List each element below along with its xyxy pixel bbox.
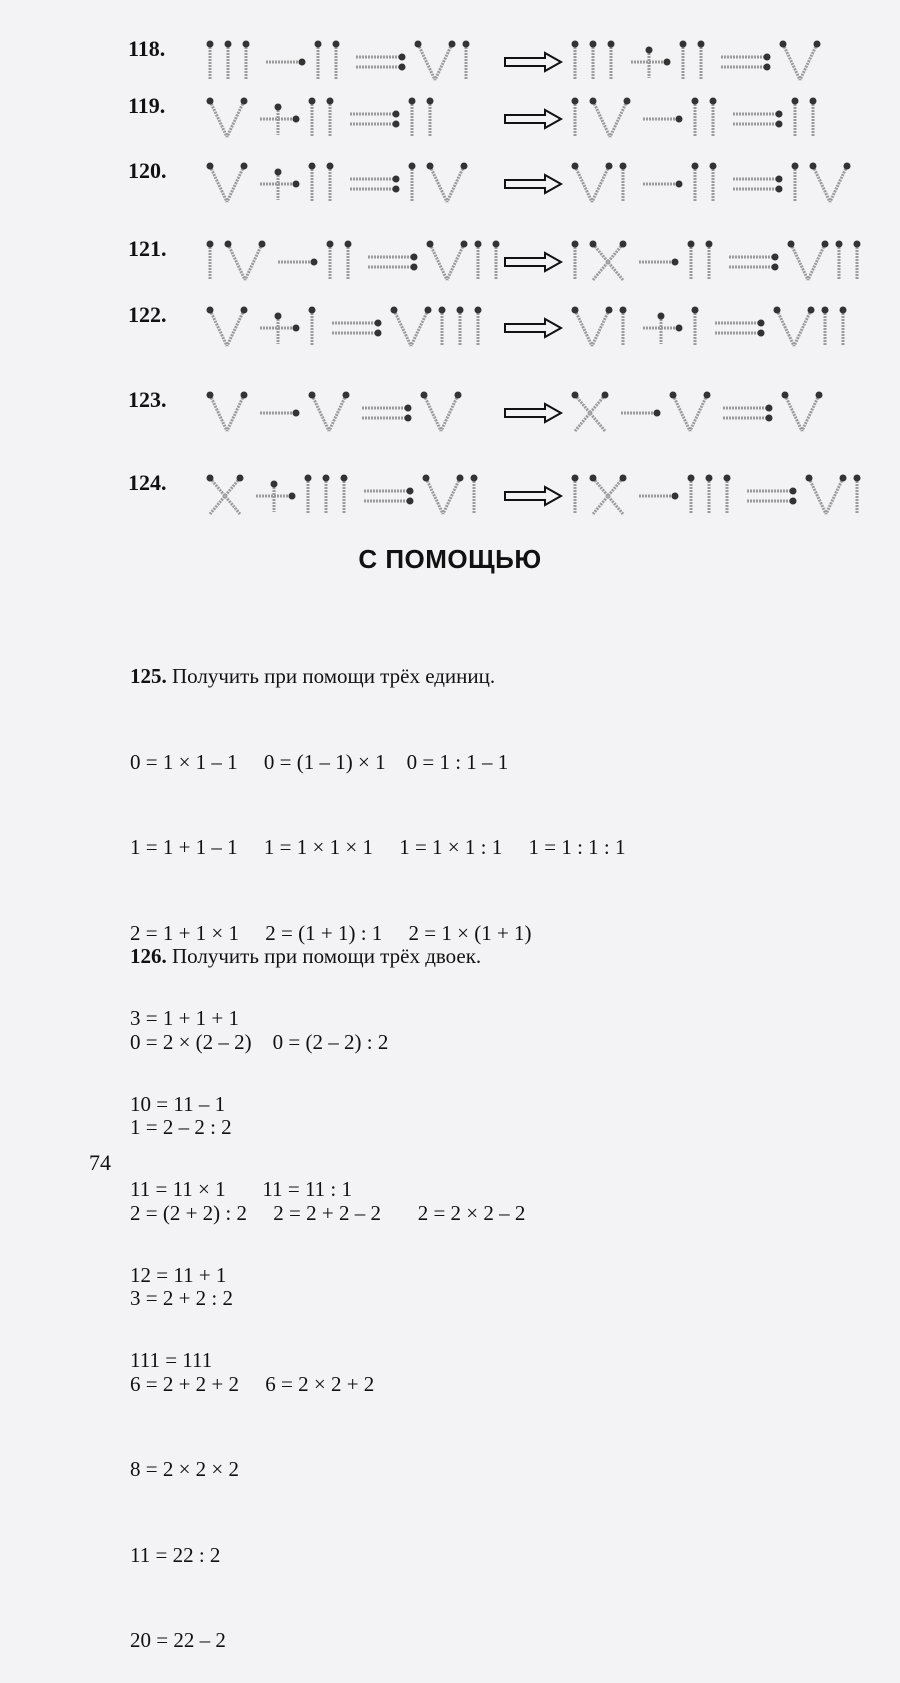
match-head [259, 241, 266, 248]
match-head [822, 307, 829, 314]
equation-line: 2 = 1 + 1 × 1 2 = (1 + 1) : 1 2 = 1 × (1 + 1) [130, 920, 532, 945]
match-head [776, 176, 783, 183]
matchstick [426, 478, 443, 514]
matchstick [575, 310, 592, 346]
match-head [572, 98, 579, 105]
puzzle-number: 123. [128, 387, 167, 412]
match-head [704, 392, 711, 399]
match-head [658, 313, 665, 320]
match-head [646, 47, 653, 54]
match-head [772, 264, 779, 271]
matchstick [593, 101, 610, 137]
matchstick [785, 395, 802, 431]
matchstick [447, 244, 464, 280]
matchstick [575, 166, 592, 202]
equation-line: 6 = 2 + 2 + 2 6 = 2 × 2 + 2 [130, 1371, 375, 1396]
match-head [425, 307, 432, 314]
match-head [844, 163, 851, 170]
matchstick-equation [0, 236, 900, 296]
match-head [393, 186, 400, 193]
matchstick [228, 244, 245, 280]
matchstick [210, 310, 227, 346]
match-head [572, 307, 579, 314]
match-head [407, 498, 414, 505]
match-head [608, 41, 615, 48]
match-head [309, 307, 316, 314]
match-head [836, 241, 843, 248]
equation-line: 12 = 11 + 1 [130, 1262, 227, 1287]
matchstick [312, 395, 329, 431]
match-head [493, 241, 500, 248]
matchstick [830, 166, 847, 202]
match-head [243, 41, 250, 48]
match-head [241, 392, 248, 399]
matchstick [791, 244, 808, 280]
match-head [788, 241, 795, 248]
match-head [393, 176, 400, 183]
match-head [225, 241, 232, 248]
equation-line: 8 = 2 × 2 × 2 [130, 1457, 240, 1481]
match-head [780, 41, 787, 48]
match-head [814, 41, 821, 48]
match-head [572, 392, 579, 399]
match-head [333, 41, 340, 48]
match-head [439, 307, 446, 314]
arrow-right-icon [505, 319, 561, 337]
match-head [415, 41, 422, 48]
matchstick-equation [0, 387, 900, 447]
equation-line: 111 = 111 [130, 1348, 213, 1372]
match-head [399, 54, 406, 61]
match-head [692, 307, 699, 314]
match-head [309, 392, 316, 399]
matchstick [411, 310, 428, 346]
match-head [572, 475, 579, 482]
match-head [299, 59, 306, 66]
matchstick [227, 310, 244, 346]
task-title [130, 662, 626, 691]
equation-line: 2 = (2 + 2) : 2 2 = 2 + 2 – 2 2 = 2 × 2 – 2 [130, 1200, 526, 1225]
match-head [375, 320, 382, 327]
match-head [688, 241, 695, 248]
puzzle-121 [0, 236, 900, 306]
matchstick-equation [0, 36, 900, 96]
match-head [305, 475, 312, 482]
matchstick [592, 166, 609, 202]
matchstick [210, 166, 227, 202]
match-head [816, 392, 823, 399]
match-head [808, 307, 815, 314]
match-head [790, 498, 797, 505]
matchstick [227, 101, 244, 137]
match-head [590, 241, 597, 248]
matchstick [210, 101, 227, 137]
match-head [602, 392, 609, 399]
match-head [293, 410, 300, 417]
match-head [620, 163, 627, 170]
matchstick [430, 166, 447, 202]
match-head [758, 330, 765, 337]
match-head [409, 163, 416, 170]
matchstick [394, 310, 411, 346]
match-head [275, 104, 282, 111]
matchstick [783, 44, 800, 80]
matchstick [592, 310, 609, 346]
matchstick [424, 395, 441, 431]
match-head [706, 241, 713, 248]
match-head [670, 392, 677, 399]
matchstick [227, 395, 244, 431]
match-head [409, 98, 416, 105]
match-head [427, 163, 434, 170]
task-number: 125. [130, 664, 167, 688]
match-head [275, 169, 282, 176]
matchstick [227, 166, 244, 202]
match-head [692, 163, 699, 170]
match-head [405, 405, 412, 412]
match-head [776, 111, 783, 118]
matchstick [245, 244, 262, 280]
match-head [840, 307, 847, 314]
matchstick [794, 310, 811, 346]
task-126 [130, 885, 525, 1683]
matchstick [690, 395, 707, 431]
match-head [766, 415, 773, 422]
match-head [225, 41, 232, 48]
arrow-right-icon [505, 110, 561, 128]
puzzle-number: 119. [128, 93, 166, 118]
equation-line: 0 = 1 × 1 – 1 0 = (1 – 1) × 1 0 = 1 : 1 – 1 [130, 749, 509, 774]
match-head [391, 307, 398, 314]
match-head [672, 493, 679, 500]
match-head [427, 98, 434, 105]
match-head [766, 405, 773, 412]
match-head [345, 241, 352, 248]
equation-line: 1 = 1 + 1 – 1 1 = 1 × 1 × 1 1 = 1 × 1 : 1 1 = 1 : 1 : 1 [130, 835, 626, 859]
match-head [275, 313, 282, 320]
match-head [311, 259, 318, 266]
match-head [590, 475, 597, 482]
page-number: 74 [89, 1150, 111, 1175]
match-head [624, 98, 631, 105]
match-head [293, 325, 300, 332]
match-head [399, 64, 406, 71]
match-head [590, 98, 597, 105]
equation-line: 1 = 2 – 2 : 2 [130, 1115, 232, 1139]
match-head [207, 307, 214, 314]
match-head [774, 307, 781, 314]
match-head [758, 320, 765, 327]
matchstick [210, 395, 227, 431]
matchstick [435, 44, 452, 80]
task-title-text: Получить при помощи трёх двоек. [172, 944, 482, 968]
match-head [672, 259, 679, 266]
matchstick [430, 244, 447, 280]
matchstick-equation [0, 158, 900, 218]
match-head [207, 241, 214, 248]
puzzle-119 [0, 93, 900, 163]
match-head [461, 163, 468, 170]
match-head [457, 307, 464, 314]
arrow-right-icon [505, 404, 561, 422]
match-head [840, 475, 847, 482]
equation-line: 3 = 2 + 2 : 2 [130, 1286, 234, 1310]
match-head [405, 415, 412, 422]
match-head [764, 54, 771, 61]
equation-line: 0 = 2 × (2 – 2) 0 = (2 – 2) : 2 [130, 1029, 389, 1054]
match-head [241, 98, 248, 105]
matchstick [610, 101, 627, 137]
equation-line: 20 = 22 – 2 [130, 1628, 226, 1652]
match-head [664, 59, 671, 66]
matchstick [808, 244, 825, 280]
puzzle-number: 118. [128, 36, 166, 61]
match-head [427, 241, 434, 248]
matchstick [441, 395, 458, 431]
match-head [309, 98, 316, 105]
match-head [854, 241, 861, 248]
match-head [455, 392, 462, 399]
match-head [772, 254, 779, 261]
matchstick [802, 395, 819, 431]
match-head [475, 241, 482, 248]
match-head [327, 241, 334, 248]
match-head [323, 475, 330, 482]
match-head [375, 330, 382, 337]
match-head [764, 64, 771, 71]
match-head [790, 488, 797, 495]
match-head [590, 41, 597, 48]
match-head [688, 475, 695, 482]
match-head [207, 41, 214, 48]
match-head [620, 475, 627, 482]
matchstick [673, 395, 690, 431]
match-head [393, 121, 400, 128]
matchstick [447, 166, 464, 202]
task-title-text: Получить при помощи трёх единиц. [172, 664, 496, 688]
puzzle-number: 120. [128, 158, 167, 183]
equation-line: 11 = 22 : 2 [130, 1542, 221, 1567]
match-head [676, 116, 683, 123]
match-head [654, 410, 661, 417]
matchstick [329, 395, 346, 431]
match-head [293, 181, 300, 188]
match-head [315, 41, 322, 48]
equation-line: 10 = 11 – 1 [130, 1091, 226, 1116]
match-head [572, 163, 579, 170]
matchstick [813, 166, 830, 202]
match-head [776, 121, 783, 128]
arrow-right-icon [505, 253, 561, 271]
match-head [698, 41, 705, 48]
match-head [207, 392, 214, 399]
puzzle-122 [0, 302, 900, 372]
match-head [471, 475, 478, 482]
arrow-right-icon [505, 53, 561, 71]
puzzle-number: 121. [128, 236, 167, 261]
arrow-right-icon [505, 175, 561, 193]
match-head [457, 475, 464, 482]
match-head [461, 241, 468, 248]
match-head [293, 116, 300, 123]
match-head [572, 241, 579, 248]
match-head [854, 475, 861, 482]
matchstick [443, 478, 460, 514]
equation-line: 11 = 11 × 1 11 = 11 : 1 [130, 1177, 352, 1201]
match-head [207, 475, 214, 482]
puzzle-number: 122. [128, 302, 167, 327]
match-head [606, 307, 613, 314]
match-head [572, 41, 579, 48]
puzzle-number: 124. [128, 470, 167, 495]
match-head [620, 241, 627, 248]
match-head [606, 163, 613, 170]
match-head [343, 392, 350, 399]
match-head [411, 264, 418, 271]
section-heading: С ПОМОЩЬЮ [358, 544, 542, 574]
match-head [271, 481, 278, 488]
match-head [411, 254, 418, 261]
puzzle-124 [0, 470, 900, 540]
match-head [241, 163, 248, 170]
puzzle-123 [0, 387, 900, 457]
task-number: 126. [130, 944, 167, 968]
match-head [724, 475, 731, 482]
match-head [620, 307, 627, 314]
equation-line: 3 = 1 + 1 + 1 [130, 1006, 240, 1030]
match-head [792, 98, 799, 105]
match-head [822, 241, 829, 248]
match-head [710, 163, 717, 170]
match-head [776, 186, 783, 193]
match-head [421, 392, 428, 399]
matchstick-equation [0, 93, 900, 153]
match-head [782, 392, 789, 399]
match-head [393, 111, 400, 118]
arrow-right-icon [505, 487, 561, 505]
match-head [341, 475, 348, 482]
matchstick-equation [0, 470, 900, 530]
match-head [810, 98, 817, 105]
match-head [676, 325, 683, 332]
match-head [449, 41, 456, 48]
match-head [792, 163, 799, 170]
matchstick-equation [0, 302, 900, 362]
match-head [810, 163, 817, 170]
match-head [327, 98, 334, 105]
match-head [676, 181, 683, 188]
match-head [207, 98, 214, 105]
match-head [692, 98, 699, 105]
matchstick [809, 478, 826, 514]
match-head [289, 493, 296, 500]
match-head [423, 475, 430, 482]
match-head [710, 98, 717, 105]
match-head [309, 163, 316, 170]
match-head [237, 475, 244, 482]
matchstick [800, 44, 817, 80]
match-head [475, 307, 482, 314]
match-head [207, 163, 214, 170]
matchstick [418, 44, 435, 80]
puzzle-120 [0, 158, 900, 228]
match-head [806, 475, 813, 482]
matchstick [826, 478, 843, 514]
match-head [706, 475, 713, 482]
task-title [130, 942, 525, 971]
match-head [463, 41, 470, 48]
matchstick [777, 310, 794, 346]
match-head [327, 163, 334, 170]
match-head [680, 41, 687, 48]
match-head [407, 488, 414, 495]
match-head [241, 307, 248, 314]
